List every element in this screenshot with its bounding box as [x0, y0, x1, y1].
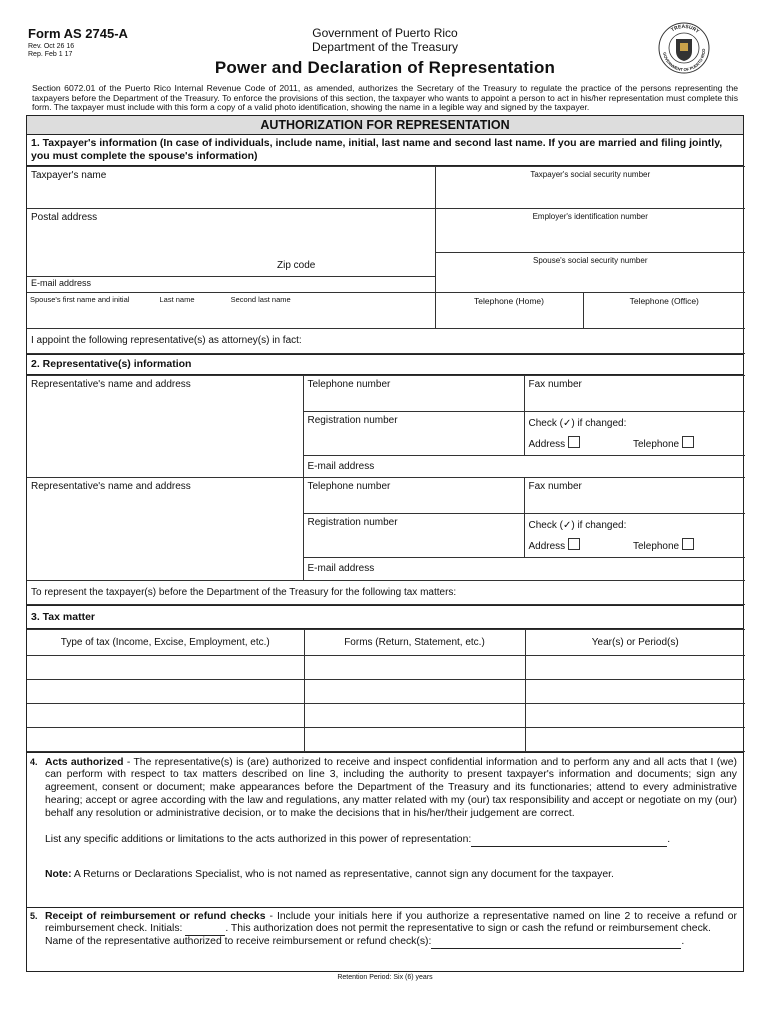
rep2-name-label: Representative's name and address: [31, 480, 191, 492]
tax-type-header-text: Type of tax (Income, Excise, Employment, etc.): [60, 636, 270, 648]
tax-type-header: [27, 629, 304, 655]
forms-cell[interactable]: [304, 655, 525, 679]
employer-id-label: Employer's identification number: [532, 211, 648, 221]
rep1-name-label: Representative's name and address: [31, 378, 191, 390]
forms-cell[interactable]: [304, 703, 525, 727]
telephone-office-label: Telephone (Office): [629, 295, 699, 306]
appoint-statement: [27, 328, 745, 353]
section3-heading: 3. Tax matter: [27, 605, 743, 629]
rep2-address-label: Address: [528, 540, 566, 552]
rep1-check-label: Check (✓) if changed:: [528, 417, 627, 429]
employer-id-field[interactable]: [435, 208, 745, 252]
telephone-home-label: Telephone (Home): [474, 295, 544, 306]
zip-code-label: Zip code: [277, 259, 316, 271]
tax-matter-table: [27, 629, 745, 752]
rep1-telephone-label: Telephone number: [307, 378, 391, 390]
section4-note-text: A Returns or Declarations Specialist, who is not named as representative, cannot sign any document for the taxpayer.: [71, 869, 614, 881]
taxpayer-name-label: Taxpayer's name: [31, 169, 107, 181]
rep2-email-field[interactable]: [303, 557, 745, 580]
section2-heading: 2. Representative(s) information: [27, 354, 743, 375]
section5-title: Receipt of reimbursement or refund checks: [45, 910, 266, 922]
section5-paragraph: [31, 911, 737, 937]
rep1-email-field[interactable]: [303, 455, 745, 477]
rep2-name-field[interactable]: [27, 477, 303, 580]
tax-type-cell[interactable]: [27, 655, 304, 679]
telephone-office-field[interactable]: [583, 292, 745, 328]
section4-title: Acts authorized: [45, 756, 124, 768]
section4-note: [31, 869, 737, 882]
section5-text2: . This authorization does not permit the representative to sign or cash the refund or reimbursement check.: [225, 923, 711, 935]
rep1-fax-label: Fax number: [528, 378, 582, 390]
forms-cell[interactable]: [304, 679, 525, 703]
years-cell[interactable]: [525, 655, 745, 679]
rep1-address-label: Address: [528, 438, 566, 450]
rep2-changed-block: [524, 513, 745, 557]
years-cell[interactable]: [525, 727, 745, 751]
forms-header-text: Forms (Return, Statement, etc.): [344, 636, 485, 648]
tax-type-cell[interactable]: [27, 703, 304, 727]
section5-name-line: Name of the representative authorized to receive reimbursement or refund check(s): .: [45, 936, 685, 948]
tax-type-cell[interactable]: [27, 679, 304, 703]
rep2-registration-field[interactable]: [303, 513, 524, 557]
years-header: [525, 629, 745, 655]
rep2-telephone-change-label: Telephone: [632, 540, 680, 552]
section5-text1: - Include your initials here if you authorize a representative named on line 2 to receive a refund or reimbursement check. Initials:: [45, 910, 737, 935]
telephone-home-field[interactable]: [435, 292, 583, 328]
section4-list-line: List any specific additions or limitations to the acts authorized in this power of representation: .: [45, 834, 671, 846]
limitations-input[interactable]: [471, 846, 667, 847]
rev-date: Rev. Oct 26 16: [28, 43, 75, 50]
section4-paragraph: [31, 757, 737, 821]
appoint-text: I appoint the following representative(s) as attorney(s) in fact:: [31, 335, 302, 346]
rep2-address-checkbox[interactable]: [568, 538, 580, 550]
rep1-address-checkbox[interactable]: [568, 436, 580, 448]
svg-text:TREASURY: TREASURY: [670, 23, 701, 35]
taxpayer-ssn-field[interactable]: [435, 166, 745, 208]
department-name: Department of the Treasury: [311, 40, 459, 54]
postal-address-field[interactable]: [27, 208, 435, 276]
representative-name-input[interactable]: [431, 948, 681, 949]
rep2-registration-label: Registration number: [307, 516, 398, 528]
spouse-ssn-field[interactable]: [435, 252, 745, 292]
rep1-telephone-field[interactable]: [303, 375, 524, 411]
represent-statement: [27, 580, 745, 604]
section4-note-label: Note:: [45, 869, 72, 881]
rep2-telephone-checkbox[interactable]: [682, 538, 694, 550]
rep1-telephone-change-label: Telephone: [632, 438, 680, 450]
rep1-registration-label: Registration number: [307, 414, 398, 426]
representative-table: [27, 375, 745, 605]
spouse-first-label: Spouse's first name and initial: [30, 294, 130, 304]
form-frame: [26, 115, 744, 972]
email-field[interactable]: [27, 276, 435, 292]
rep2-check-label: Check (✓) if changed:: [528, 519, 627, 531]
postal-address-label: Postal address: [31, 211, 98, 223]
rep1-checkbox-row: [529, 436, 742, 452]
rep2-fax-field[interactable]: [524, 477, 745, 513]
section-banner: AUTHORIZATION FOR REPRESENTATION: [27, 116, 743, 135]
form-title: Power and Declaration of Representation: [214, 58, 556, 77]
section4-number: 4.: [30, 756, 38, 767]
section4-block: [27, 752, 743, 907]
section5-number: 5.: [30, 910, 38, 921]
rep1-fax-field[interactable]: [524, 375, 745, 411]
spouse-last-label: Last name: [159, 294, 195, 304]
rep2-telephone-field[interactable]: [303, 477, 524, 513]
intro-paragraph: Section 6072.01 of the Puerto Rico Internal Revenue Code of 2011, as amended, authorizes the Secretary of the Treasury to regulate the practice of the persons representing the taxpayers before the Department of the Treasury. To enforce the provisions of this section, the taxpayer who wants to appoint a person to act in his/her representation must complete this form. The taxpayer must include with this form a copy of a valid photo identification, showing the name in a legible way and signed by the taxpayer.: [32, 83, 738, 112]
rep1-changed-block: [524, 411, 745, 455]
forms-header: [304, 629, 525, 655]
rep1-registration-field[interactable]: [303, 411, 524, 455]
rep2-telephone-label: Telephone number: [307, 480, 391, 492]
email-label: E-mail address: [31, 277, 92, 288]
rep2-email-label: E-mail address: [307, 563, 375, 574]
years-header-text: Year(s) or Period(s): [591, 636, 679, 648]
rep-date: Rep. Feb 1 17: [28, 51, 73, 58]
agency-block: [26, 23, 744, 54]
form-number: Form AS 2745-A: [28, 26, 128, 41]
section4-list-text: List any specific additions or limitations to the acts authorized in this power of representation:: [45, 834, 472, 846]
section4-text: - The representative(s) is (are) authorized to receive and inspect confidential information and to perform any and all acts that I (we) can perform with respect to tax matters described on line 3, including the authority to present taxpayer's information and documents; sign any agreement, consent or document; make appearances before the Department of the Treasury and its functionaries; attend to every administrative hearing; accept or agree according with the law and regulations, any matter related with my (our) tax responsibility and accept or negotiate on my (our) behalf any resolution or administrative decision, or to make the decisions that in his/her/their judgement are correct.: [45, 756, 737, 819]
spouse-second-last-label: Second last name: [230, 294, 291, 304]
retention-period: Retention Period: Six (6) years: [337, 973, 433, 981]
rep1-name-field[interactable]: [27, 375, 303, 477]
form-header: [26, 22, 744, 82]
treasury-seal-icon: [658, 22, 710, 74]
form-page: [26, 22, 744, 981]
section5-name-text: Name of the representative authorized to receive reimbursement or refund check(s):: [45, 936, 432, 948]
rep1-email-label: E-mail address: [307, 460, 375, 472]
spouse-ssn-label: Spouse's social security number: [533, 255, 648, 265]
rep2-fax-label: Fax number: [528, 480, 582, 492]
tax-type-cell[interactable]: [27, 727, 304, 751]
taxpayer-name-field[interactable]: [27, 166, 435, 208]
represent-text: To represent the taxpayer(s) before the Department of the Treasury for the following tax matters:: [31, 586, 457, 598]
taxpayer-ssn-label: Taxpayer's social security number: [530, 169, 651, 179]
forms-cell[interactable]: [304, 727, 525, 751]
years-cell[interactable]: [525, 703, 745, 727]
taxpayer-table: [27, 166, 745, 354]
spouse-name-field[interactable]: [27, 292, 435, 328]
section1-heading: 1. Taxpayer's information (In case of individuals, include name, initial, last name and second last name. If you are married and filing jointly, you must complete the spouse's information): [27, 135, 743, 166]
section5-block: [27, 907, 743, 971]
government-name: Government of Puerto Rico: [312, 26, 458, 40]
years-cell[interactable]: [525, 679, 745, 703]
svg-text:GOVERNMENT OF PUERTO RICO: GOVERNMENT OF PUERTO RICO: [662, 48, 707, 73]
rep1-telephone-checkbox[interactable]: [682, 436, 694, 448]
rep2-checkbox-row: [529, 538, 742, 554]
